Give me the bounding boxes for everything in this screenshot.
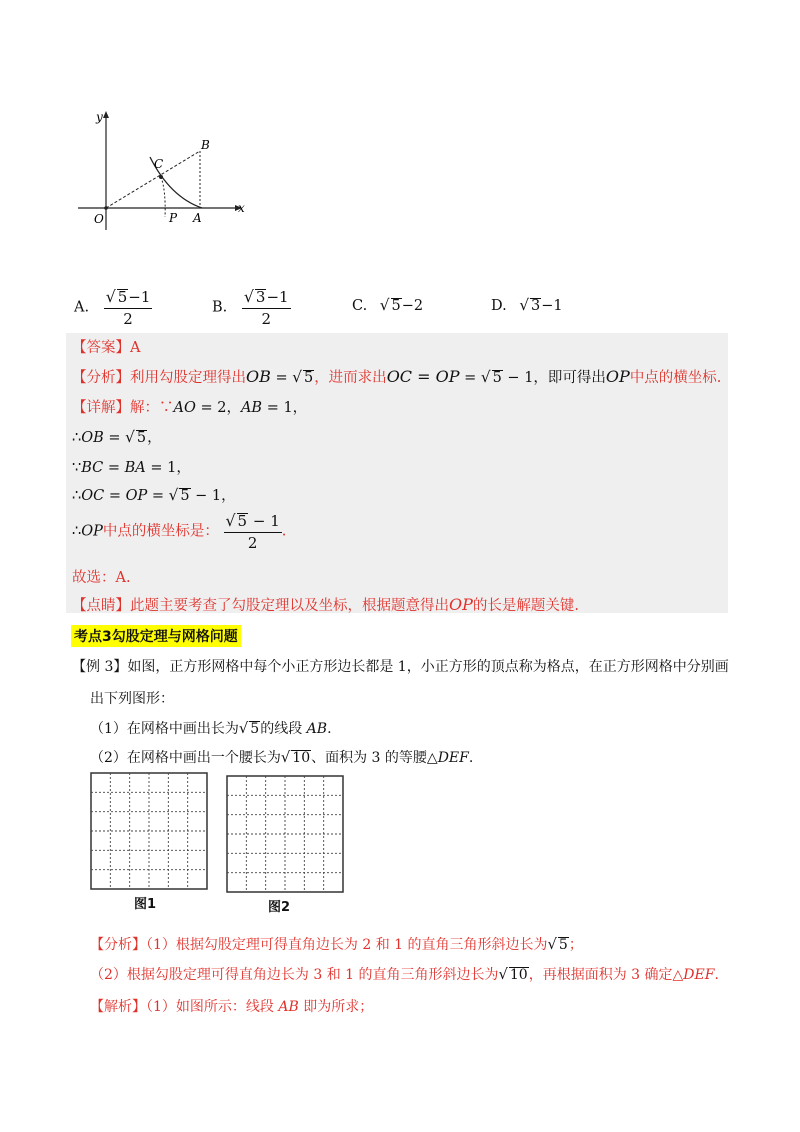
label-y: y [96,110,103,124]
detail-prefix: 【详解】解：∵ [72,400,174,416]
q2-prefix: （2）在网格中画出一个腰长为 [90,750,281,766]
label-o: O [94,212,104,226]
analysis-rad5: 5 [303,370,314,386]
choice-d-letter: D. [491,298,507,314]
choice-a [74,288,152,327]
step3-eq: = [147,488,169,504]
s1-end: ； [568,937,583,953]
analysis-line: 【分析】利用勾股定理得出OB = √ 5，进而求出OC = OP = √ 5 − 1，即可得出OP中点的横坐标. [72,367,722,386]
analysis-end: 中点的横坐标. [629,370,722,386]
step3-text: OC = OP [81,488,148,504]
analysis-op: OP [605,367,630,386]
choice-b-den: 2 [261,309,271,328]
grid-caption-2: 图2 [268,900,291,915]
step3-line: ∴OC = OP = √ 5 − 1， [72,486,236,504]
choice-d-tail: −1 [541,298,563,314]
grid-figure-1 [90,772,208,890]
step2-line [72,456,191,477]
label-a: A [193,211,202,225]
choice-a-den: 2 [123,309,133,328]
choice-a-letter: A. [74,299,90,316]
choice-a-tail: −1 [128,288,151,306]
analysis-prefix: 【分析】利用勾股定理得出 [72,370,246,386]
choice-d-radicand: 3 [531,298,541,314]
question-2: （2）在网格中画出一个腰长为√ 10、面积为 3 的等腰△DEF. [90,749,474,766]
s3-ab: AB [278,999,299,1015]
choice-b-fraction: $\frac{√ 3-1}{2}$ [243,287,289,328]
choice-c-radicand: 5 [391,298,401,314]
choice-a-fraction: $\frac{√ 5-1}{2}$ [105,287,151,328]
s3-prefix: 【解析】（1）如图所示：线段 [90,999,279,1015]
choice-d: D. √ 3−1 [491,296,563,314]
step4-line [72,512,286,551]
coordinate-figure [70,105,250,235]
choice-c-letter: C. [352,298,368,314]
s1-prefix: 【分析】（1）根据勾股定理可得直角边长为 2 和 1 的直角三角形斜边长为 [90,937,548,953]
example-intro-2: 出下列图形： [90,691,174,707]
step3-rad: 5 [180,488,190,504]
q2-rad: 10 [292,750,311,766]
choice-b-letter: B. [212,299,228,316]
solution-1: 【分析】（1）根据勾股定理可得直角边长为 2 和 1 的直角三角形斜边长为√ 5； [90,936,583,953]
grid-figure-2 [226,775,344,893]
step2-end: = 1， [145,460,191,476]
detail-ao: AO [173,400,196,416]
solution-3 [90,996,373,1016]
choice-b-radicand: 3 [255,288,266,306]
comment-op: OP [449,595,473,614]
s2-def: DEF [683,967,715,983]
s2-prefix: （2）根据勾股定理可得直角边长为 3 和 1 的直角三角形斜边长为 [90,967,499,983]
s2-rad: 10 [509,967,528,983]
arc-cp [161,177,165,217]
q2-end: . [468,750,474,766]
s1-rad: 5 [558,937,568,953]
choice-b-tail: −1 [266,288,289,306]
s3-end: 即为所求； [298,999,374,1015]
detail-ab-val: = 1， [262,400,308,416]
step1-rad: 5 [136,430,147,446]
step3-prefix: ∴ [72,488,82,504]
step4-tail: − 1 [248,512,280,530]
section-title: 考点3勾股定理与网格问题 [71,625,241,647]
step4-text: 中点的横坐标是： [102,523,219,540]
step4-prefix: ∴ [72,523,82,540]
q1-prefix: （1）在网格中画出长为 [90,721,239,737]
question-1: （1）在网格中画出长为√ 5的线段 AB. [90,720,332,737]
q2-mid: 、面积为 3 的等腰△ [311,750,438,766]
choice-b [212,288,291,327]
step1-prefix: ∴ [72,430,82,446]
analysis-mid: ，进而求出 [314,370,387,386]
step4-end: . [281,523,287,540]
q1-rad: 5 [250,721,260,737]
q1-end: . [327,721,332,737]
comment-prefix: 【点睛】此题主要考查了勾股定理以及坐标，根据题意得出 [72,598,449,614]
analysis-tail: − 1，即可得出 [502,370,606,386]
grid-caption-1: 图1 [134,897,157,912]
analysis-ocop: OC = OP [386,367,460,386]
step4-op: OP [81,523,103,540]
step2-text: BC = BA [81,460,146,476]
step4-den: 2 [247,533,258,552]
q1-ab: AB [306,721,328,737]
step4-fraction: $\frac{√ 5 - 1}{2}$ [225,511,280,552]
step1-end: ， [147,430,162,446]
comment-line [72,594,579,615]
solution-2: （2）根据勾股定理可得直角边长为 3 和 1 的直角三角形斜边长为√ 10，再根据面积为 3 确定△DEF. [90,966,719,983]
label-p: P [169,211,178,225]
analysis-eq: = [270,370,293,386]
label-b: B [201,138,210,152]
label-x: x [238,201,245,215]
point-o [104,206,108,210]
step1-ob: OB [81,430,104,446]
analysis-rad5b: 5 [492,370,502,386]
analysis-eq2: = [459,370,481,386]
label-c: C [154,157,164,171]
detail-line [72,396,307,417]
step1-eq: = [103,430,126,446]
comment-end: 的长是解题关键. [472,598,579,614]
y-axis-arrow [103,111,109,118]
answer-line: 【答案】A [72,340,141,356]
point-c [159,175,163,179]
choice-a-radicand: 5 [117,288,128,306]
analysis-ob: OB [246,367,271,386]
choose-line: 故选：A. [72,570,131,586]
s2-end: . [714,967,719,983]
choice-c: C. √ 5−2 [352,296,424,314]
step1-line: ∴OB = √ 5， [72,428,162,446]
step4-rad: 5 [237,512,248,530]
q2-def: DEF [437,750,469,766]
step2-prefix: ∵ [72,460,82,476]
detail-ao-val: = 2， [195,400,241,416]
example-intro-1: 【例 3】如图，正方形网格中每个小正方形边长都是 1，小正方形的顶点称为格点，在正方形网格中分别画 [72,659,729,675]
s2-mid: ，再根据面积为 3 确定△ [528,967,684,983]
choice-c-tail: −2 [401,298,424,314]
q1-mid: 的线段 [260,721,307,737]
detail-ab: AB [240,400,263,416]
step3-end: − 1， [190,488,236,504]
